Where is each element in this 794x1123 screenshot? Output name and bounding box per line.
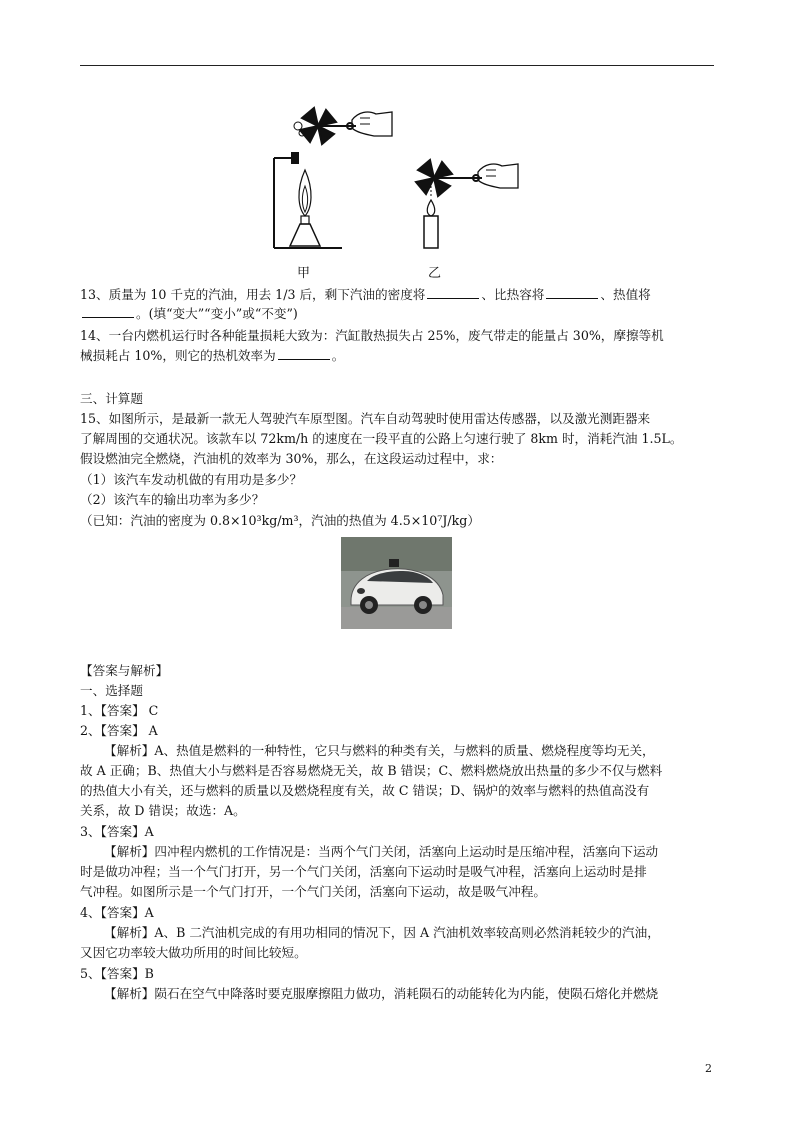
answer-2: 2、【答案】 A <box>80 723 158 738</box>
q13-blank-specific-heat <box>546 287 598 299</box>
answer-5-exp-1: 【解析】陨石在空气中降落时要克服摩擦阻力做功，消耗陨石的动能转化为内能，使陨石熔化并燃烧 <box>104 986 659 1001</box>
question-15-sub1: （1）该汽车发动机做的有用功是多少？ <box>80 472 303 487</box>
question-14-line1: 14、一台内燃机运行时各种能量损耗大致为：汽缸散热损失占 25%，废气带走的能量占 30%，摩擦等机 <box>80 328 664 343</box>
q14-text-b: 。 <box>331 348 345 363</box>
answer-2-exp-3: 的热值大小有关，还与燃料的质量以及燃烧程度有关，故 C 错误；D、锅炉的效率与燃料的热值高没有 <box>80 783 650 798</box>
question-15-sub2: （2）该汽车的输出功率为多少？ <box>80 492 265 507</box>
answer-2-exp-4: 关系，故 D 错误；故选：A。 <box>80 803 246 818</box>
q13-text-c: 、热值将 <box>600 287 651 302</box>
q13-text-a: 13、质量为 10 千克的汽油，用去 1/3 后，剩下汽油的密度将 <box>80 287 426 302</box>
answer-3-exp-1: 【解析】四冲程内燃机的工作情况是：当两个气门关闭，活塞向上运动时是压缩冲程，活塞向下运动 <box>104 844 659 859</box>
answer-4-exp-2: 又因它功率较大做功所用的时间比较短。 <box>80 945 307 960</box>
answer-5: 5、【答案】B <box>80 966 154 981</box>
question-15-known: （已知：汽油的密度为 0.8×10³kg/m³，汽油的热值为 4.5×10⁷J/kg） <box>80 513 480 528</box>
answers-heading: 【答案与解析】 <box>80 663 169 678</box>
question-13-line2 <box>80 305 298 323</box>
header-rule <box>80 65 714 66</box>
figure-label-jia: 甲 <box>297 266 311 281</box>
pinwheel-experiment-figure <box>260 98 530 280</box>
q13-text-b: 、比热容将 <box>481 287 545 302</box>
self-driving-car-photo <box>341 537 452 629</box>
answers-section-1: 一、选择题 <box>80 683 143 698</box>
answer-4: 4、【答案】A <box>80 905 154 920</box>
question-15-line3: 假设燃油完全燃烧，汽油机的效率为 30%，那么，在这段运动过程中，求： <box>80 451 503 466</box>
answer-2-exp-1: 【解析】A、热值是燃料的一种特性，它只与燃料的种类有关，与燃料的质量、燃烧程度等均无关， <box>104 743 655 758</box>
question-15-line1: 15、如图所示，是最新一款无人驾驶汽车原型图。汽车自动驾驶时使用雷达传感器，以及激光测距器来 <box>80 411 651 426</box>
answer-3-exp-2: 时是做功冲程；当一个气门打开，另一个气门关闭，活塞向下运动时是吸气冲程，活塞向上运动时是排 <box>80 864 647 879</box>
answer-4-exp-1: 【解析】A、B 二汽油机完成的有用功相同的情况下，因 A 汽油机效率较高则必然消耗较少的汽油， <box>104 925 660 940</box>
answer-2-exp-2: 故 A 正确；B、热值大小与燃料是否容易燃烧无关，故 B 错误；C、燃料燃烧放出热量的多少不仅与燃料 <box>80 763 663 778</box>
answer-3-exp-3: 气冲程。如图所示是一个气门打开，一个气门关闭，活塞向下运动，故是吸气冲程。 <box>80 884 546 899</box>
question-13-line1 <box>80 286 651 304</box>
q13-text-d: 。(填“变大”“变小”或“不变”) <box>136 306 298 321</box>
answer-3: 3、【答案】A <box>80 824 154 839</box>
q14-text-a: 械损耗占 10%，则它的热机效率为 <box>80 348 276 363</box>
figure-label-yi: 乙 <box>428 266 442 281</box>
q14-blank-efficiency <box>278 348 330 360</box>
question-14-line2 <box>80 347 344 365</box>
q13-blank-heat-value <box>82 306 134 318</box>
section-3-title: 三、计算题 <box>80 391 143 406</box>
question-15-line2: 了解周围的交通状况。该款车以 72km/h 的速度在一段平直的公路上匀速行驶了 8km 时，消耗汽油 1.5L。 <box>80 431 683 446</box>
answer-1: 1、【答案】 C <box>80 703 159 718</box>
q13-blank-density <box>427 287 479 299</box>
page-number: 2 <box>705 1062 712 1075</box>
